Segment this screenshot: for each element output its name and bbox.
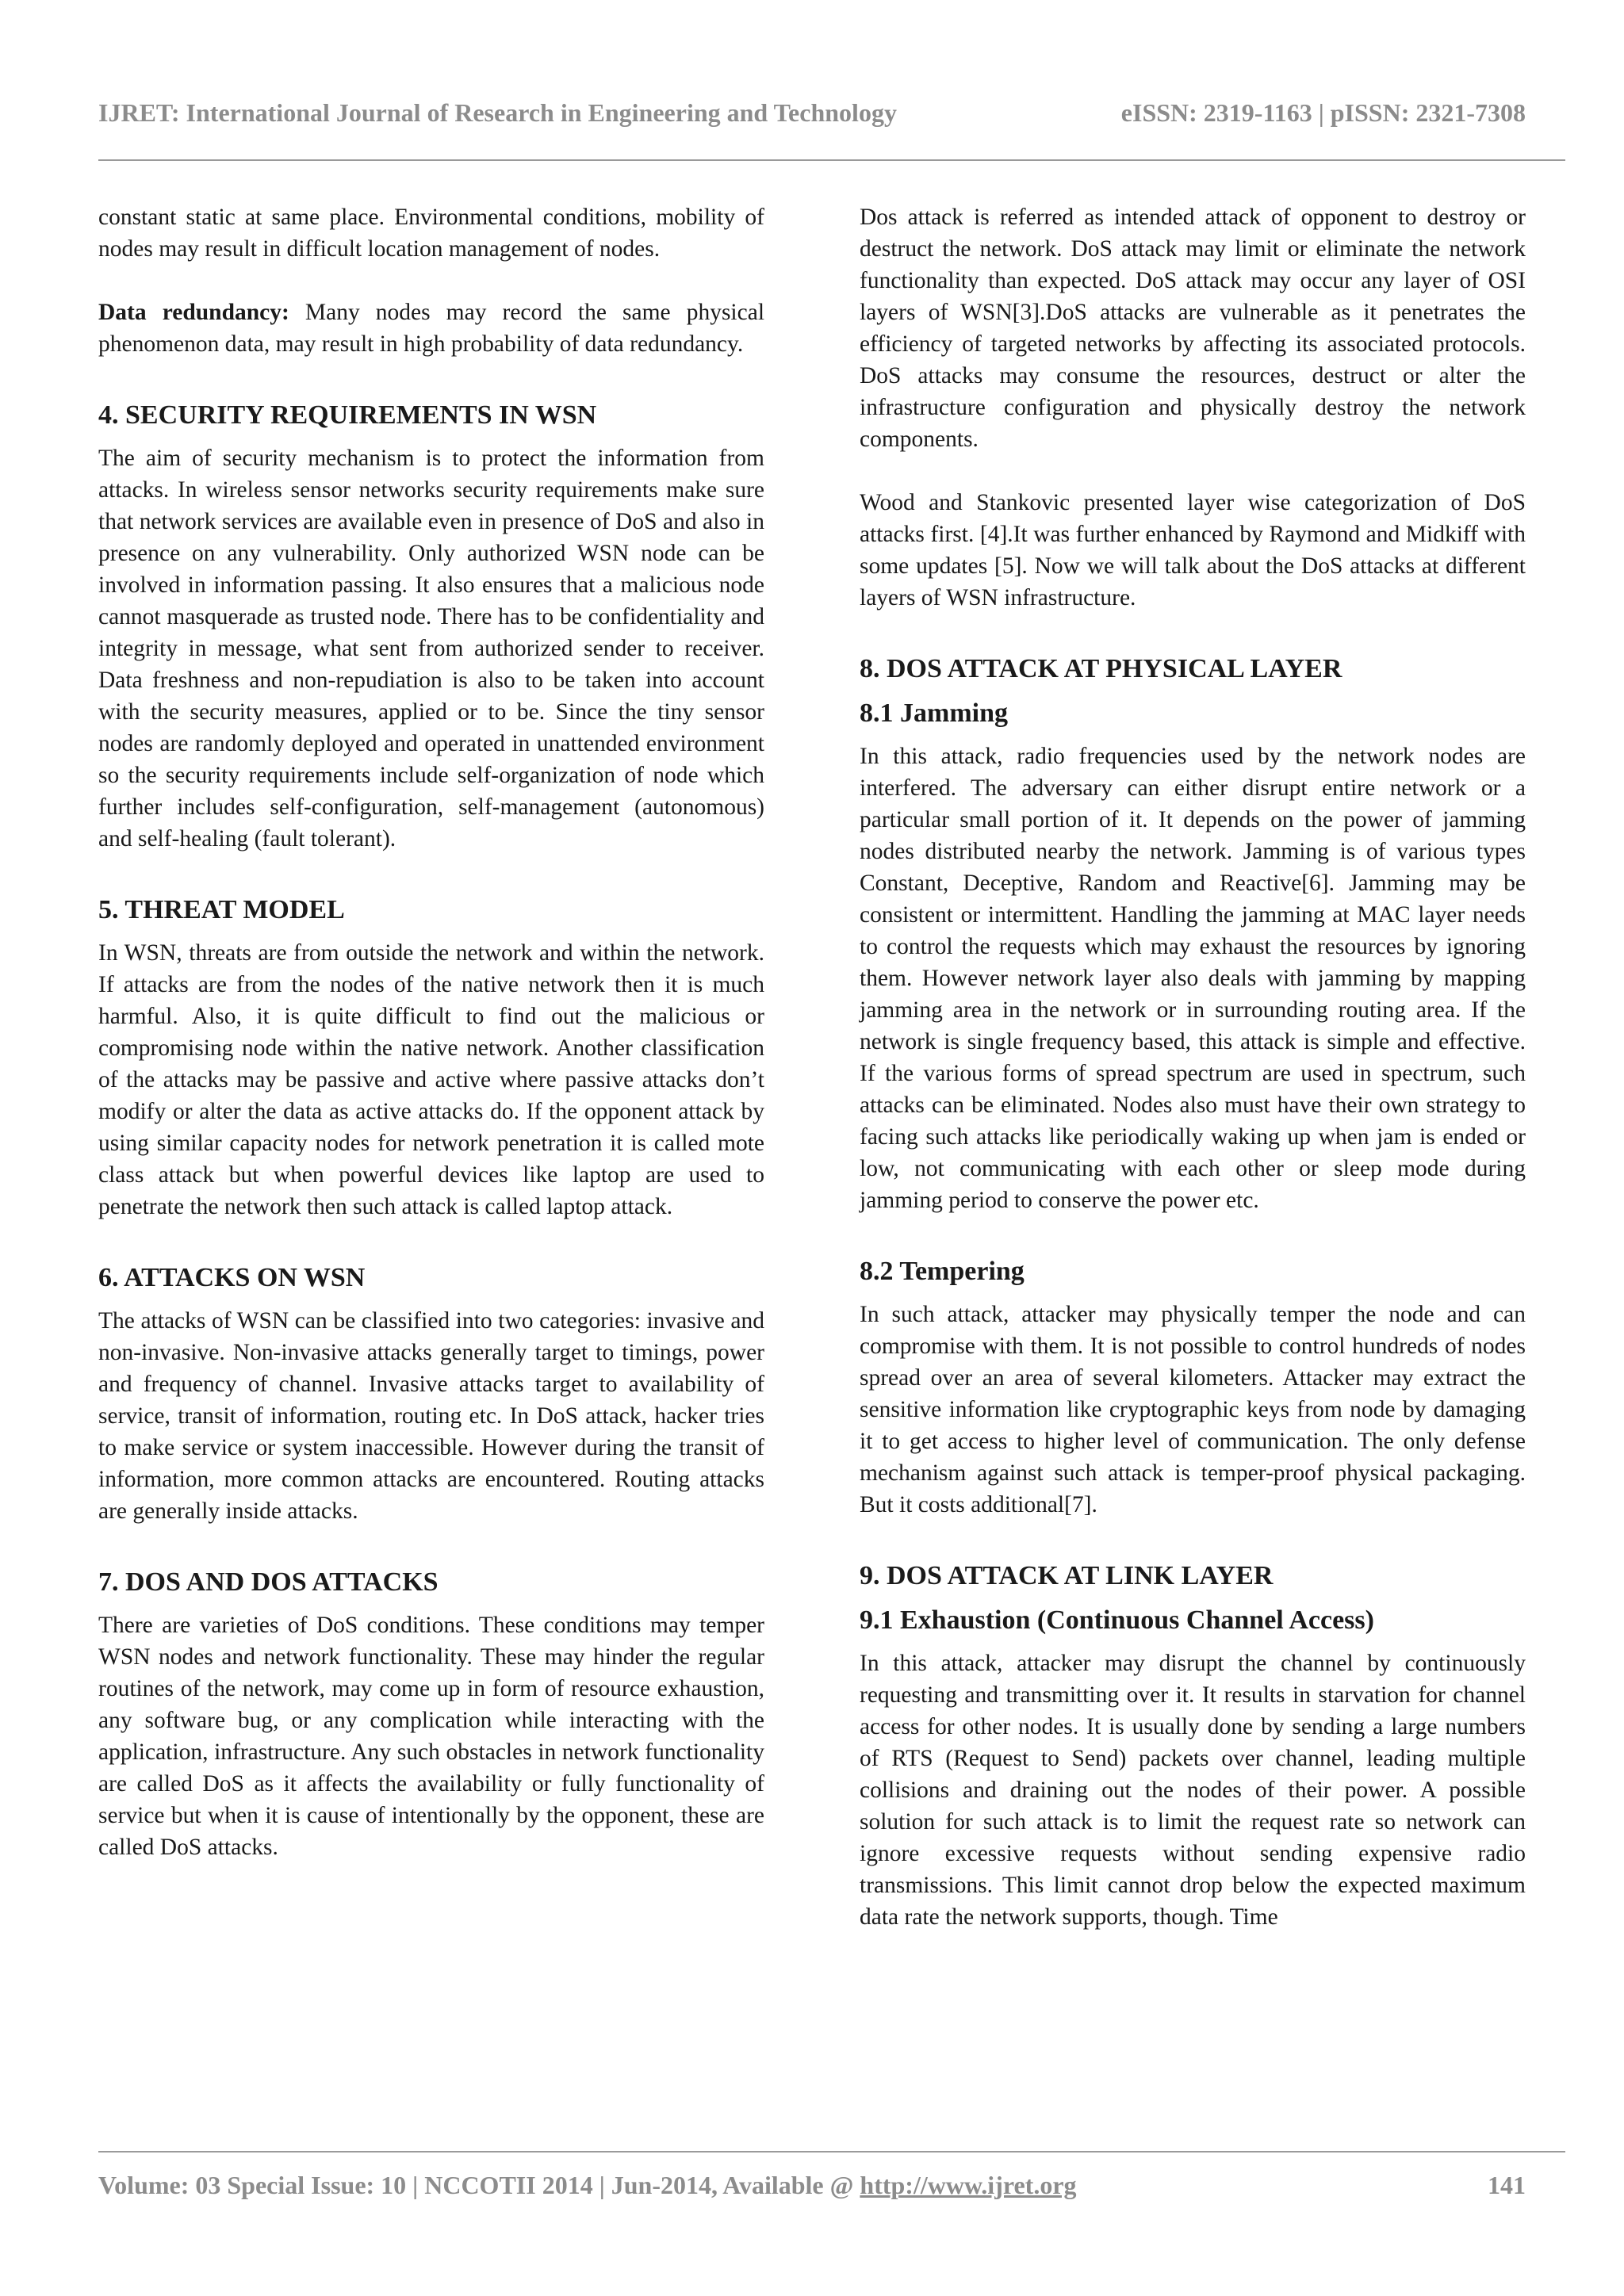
journal-title: IJRET: International Journal of Research in Engineering and Technology [98,98,897,127]
footer-volume: Volume: 03 Special Issue: 10 | NCCOTII 2014 | Jun-2014, Available @ [98,2171,860,2199]
section-heading: 4. SECURITY REQUIREMENTS IN WSN [98,400,597,430]
paragraph: In WSN, threats are from outside the network and within the network. If attacks are from the nodes of the native network then it is much harmful. Also, it is quite difficult to find out the malicious or compromising node within the native network. Another classification of the attacks may be passive and active where passive attacks don’t modify or alter the data as active attacks do. If the opponent attack by using similar capacity nodes for network penetration it is called mote class attack but when powerful devices like laptop are used to penetrate the network then such attack is called laptop attack. [98,940,764,1219]
subsection-heading: 8.1 Jamming [860,698,1008,728]
page-number: 141 [1488,2171,1526,2199]
paragraph: The aim of security mechanism is to protect the information from attacks. In wireless sensor networks security requirements make sure that network services are available even in presence of DoS and also in presence on any vulnerability. Only authorized WSN node can be involved in information passing. It also ensures that a malicious node cannot masquerade as trusted node. There has to be confidentiality and integrity in message, what sent from authorized sender to receiver. Data freshness and non-repudiation is also to be taken into account with the security measures, applied or to be. Since the tiny sensor nodes are randomly deployed and operated in unattended environment so the security requirements include self-organization of node which further includes self-configuration, self-management (autonomous) and self-healing (fault tolerant). [98,446,764,851]
paragraph: In this attack, attacker may disrupt the channel by continuously requesting and transmitting over it. It results in starvation for channel access for other nodes. It is usually done by sending a large numbers of RTS (Request to Send) packets over channel, leading multiple collisions and draining out the nodes of their power. A possible solution for such attack is to limit the request rate so network can ignore excessive requests without sending expensive radio transmissions. This limit cannot drop below the expected maximum data rate the network supports, though. Time [860,1651,1526,1930]
section-heading: 5. THREAT MODEL [98,895,345,924]
paragraph: Dos attack is referred as intended attack of opponent to destroy or destruct the network. DoS attack may limit or eliminate the network functionality than expected. DoS attack may occur any layer of OSI layers of WSN[3].DoS attacks are vulnerable as it penetrates the efficiency of targeted networks by affecting its associated protocols. DoS attacks may consume the resources, destruct or alter the infrastructure configuration and physically destroy the network components. [860,205,1526,452]
footer-rule [98,2151,1565,2152]
inline-label: Data redundancy: [98,300,289,325]
footer-info [98,2171,1077,2200]
paragraph: The attacks of WSN can be classified into two categories: invasive and non-invasive. Non-invasive attacks generally target to timings, power and frequency of channel. Invasive attacks target to availability of service, transit of information, routing etc. In DoS attack, hacker tries to make service or system inaccessible. However during the transit of information, more common attacks are encountered. Routing attacks are generally inside attacks. [98,1308,764,1524]
subsection-heading: 9.1 Exhaustion (Continuous Channel Access) [860,1605,1374,1635]
issn-info: eISSN: 2319-1163 | pISSN: 2321-7308 [1120,98,1526,127]
section-heading: 6. ATTACKS ON WSN [98,1263,366,1292]
paragraph: In such attack, attacker may physically temper the node and can compromise with them. It is not possible to control hundreds of nodes spread over an area of several kilometers. Attacker may extract the sensitive information like cryptographic keys from node by damaging it to get access to higher level of communication. The only defense mechanism against such attack is temper-proof physical packaging. But it costs additional[7]. [860,1302,1526,1517]
running-header [98,98,1526,136]
journal-url-link[interactable]: http://www.ijret.org [860,2171,1077,2199]
footer [98,2171,1526,2207]
section-heading: 9. DOS ATTACK AT LINK LAYER [860,1561,1274,1590]
section-heading: 8. DOS ATTACK AT PHYSICAL LAYER [860,654,1342,683]
paragraph-data-redundancy [98,297,764,360]
section-heading: 7. DOS AND DOS ATTACKS [98,1567,439,1597]
paragraph: constant static at same place. Environmental conditions, mobility of nodes may result in difficult location management of nodes. [98,205,764,262]
subsection-heading: 8.2 Tempering [860,1257,1025,1286]
paragraph: In this attack, radio frequencies used by the network nodes are interfered. The adversary can either disrupt entire network or a particular small portion of it. It depends on the power of jamming nodes distributed nearby the network. Jamming is of various types Constant, Deceptive, Random and Reactive[6]. Jamming may be consistent or intermittent. Handling the jamming at MAC layer needs to control the requests which may exhaust the resources by ignoring them. However network layer also deals with jamming by mapping jamming area in the network or in surrounding routing area. If the network is single frequency based, this attack is simple and effective. If the various forms of spread spectrum are used in spectrum, such attacks can be eliminated. Nodes also must have their own strategy to facing such attacks like periodically waking up when jam is ended or low, not communicating with each other or sleep mode during jamming period to conserve the power etc. [860,744,1526,1213]
right-column [860,201,1526,1933]
left-column [98,201,764,1863]
paragraph: Wood and Stankovic presented layer wise categorization of DoS attacks first. [4].It was further enhanced by Raymond and Midkiff with some updates [5]. Now we will talk about the DoS attacks at different layers of WSN infrastructure. [860,490,1526,610]
paragraph-text: Many nodes may record the same physical phenomenon data, may result in high probability of data redundancy. [98,300,765,357]
header-rule [98,159,1565,161]
paragraph: There are varieties of DoS conditions. These conditions may temper WSN nodes and network functionality. These may hinder the regular routines of the network, may come up in form of resource exhaustion, any software bug, or any complication while interacting with the application, infrastructure. Any such obstacles in network functionality are called DoS as it affects the availability or fully functionality of service but when it is cause of intentionally by the opponent, these are called DoS attacks. [98,1613,764,1860]
